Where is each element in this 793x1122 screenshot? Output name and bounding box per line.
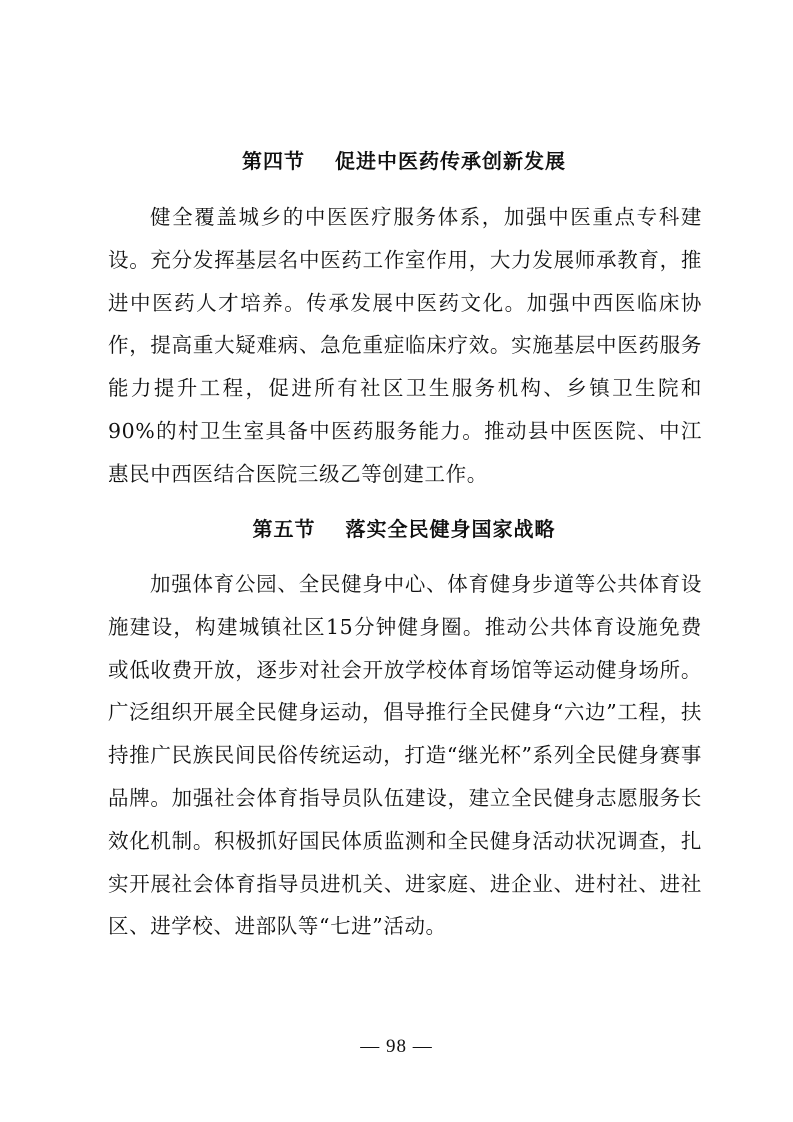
section-heading-5 — [108, 514, 700, 544]
page-number: — 98 — — [360, 1036, 433, 1057]
section-heading-4 — [108, 146, 700, 176]
section-5-paragraph: 加强体育公园、全民健身中心、体育健身步道等公共体育设施建设，构建城镇社区15分钟健身圈。推动公共体育设施免费或低收费开放，逐步对社会开放学校体育场馆等运动健身场所。广泛组织开展全民健身运动，倡导推行全民健身“六边”工程，扶持推广民族民间民俗传统运动，打造“继光杯”系列全民健身赛事品牌。加强社会体育指导员队伍建设，建立全民健身志愿服务长效化机制。积极抓好国民体质监测和全民健身活动状况调查，扎实开展社会体育指导员进机关、进家庭、进企业、进村社、进社区、进学校、进部队等“七进”活动。 — [108, 572, 702, 939]
section-4-paragraph: 健全覆盖城乡的中医医疗服务体系，加强中医重点专科建设。充分发挥基层名中医药工作室作用，大力发展师承教育，推进中医药人才培养。传承发展中医药文化。加强中西医临床协作，提高重大疑难病、急危重症临床疗效。实施基层中医药服务能力提升工程，促进所有社区卫生服务机构、乡镇卫生院和90%的村卫生室具备中医药服务能力。推动县中医医院、中江惠民中西医结合医院三级乙等创建工作。 — [108, 205, 702, 486]
section-number: 第五节 — [252, 517, 316, 541]
section-title: 落实全民健身国家战略 — [345, 517, 556, 541]
section-number: 第四节 — [242, 149, 305, 173]
section-title: 促进中医药传承创新发展 — [335, 149, 566, 173]
